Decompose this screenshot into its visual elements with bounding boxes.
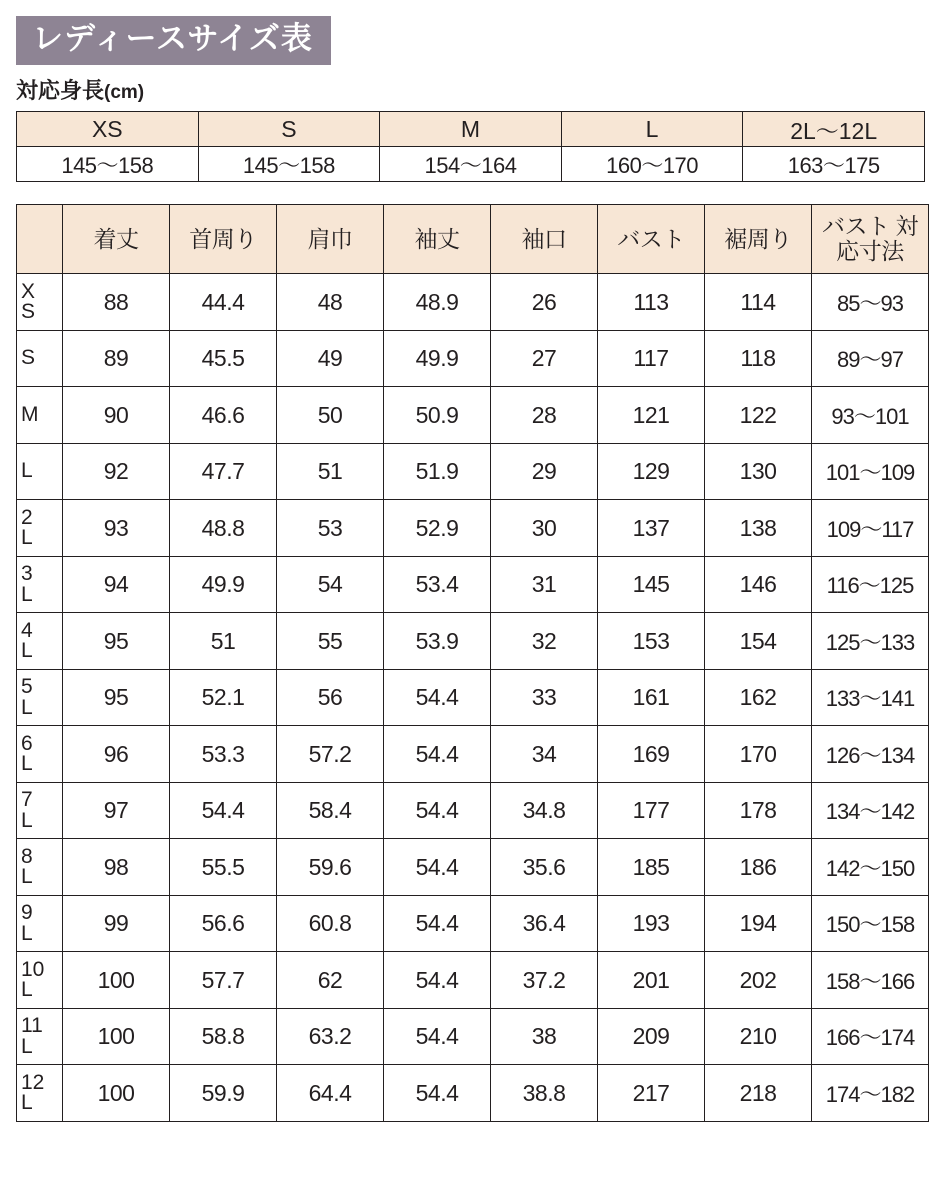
cell-着丈: 100 [63, 1065, 170, 1122]
cell-着丈: 89 [63, 330, 170, 387]
cell-バスト: 153 [598, 613, 705, 670]
cell-袖口: 29 [491, 443, 598, 500]
row-size-label-line1: 8 [21, 844, 33, 868]
cell-裾周り: 170 [705, 726, 812, 783]
cell-首周り: 44.4 [170, 274, 277, 331]
row-size-label-line2: L [21, 1091, 33, 1115]
cell-bust-fit: 133〜141 [812, 669, 929, 726]
row-size-label [17, 274, 63, 331]
cell-袖口: 31 [491, 556, 598, 613]
cell-首周り: 47.7 [170, 443, 277, 500]
row-size-label-line1: S [21, 346, 36, 370]
column-header-bust-fit-line1: バスト [822, 212, 890, 239]
cell-バスト: 169 [598, 726, 705, 783]
row-size-label-line2: L [21, 639, 33, 663]
cell-首周り: 59.9 [170, 1065, 277, 1122]
cell-袖口: 30 [491, 500, 598, 557]
row-size-label-line1: 12 [21, 1070, 45, 1094]
row-size-label [17, 839, 63, 896]
row-size-label-line1: L [21, 459, 33, 483]
cell-裾周り: 138 [705, 500, 812, 557]
row-size-label-line2: L [21, 865, 33, 889]
cell-bust-fit: 126〜134 [812, 726, 929, 783]
cell-裾周り: 122 [705, 387, 812, 444]
cell-首周り: 49.9 [170, 556, 277, 613]
cell-袖丈: 53.9 [384, 613, 491, 670]
row-size-label [17, 387, 63, 444]
cell-袖丈: 51.9 [384, 443, 491, 500]
cell-bust-fit: 116〜125 [812, 556, 929, 613]
cell-肩巾: 64.4 [277, 1065, 384, 1122]
table-row [17, 330, 929, 387]
cell-首周り: 57.7 [170, 952, 277, 1009]
cell-bust-fit: 85〜93 [812, 274, 929, 331]
cell-首周り: 51 [170, 613, 277, 670]
table-row [17, 500, 929, 557]
row-size-label [17, 500, 63, 557]
cell-裾周り: 194 [705, 895, 812, 952]
page-title: レディースサイズ表 [16, 16, 331, 65]
cell-袖口: 37.2 [491, 952, 598, 1009]
height-size-header-xs: XS [17, 112, 199, 147]
column-header-bust-fit-line2: 対応寸法 [836, 212, 918, 265]
table-row [17, 839, 929, 896]
cell-裾周り: 210 [705, 1008, 812, 1065]
cell-バスト: 121 [598, 387, 705, 444]
cell-bust-fit: 166〜174 [812, 1008, 929, 1065]
row-size-label [17, 1008, 63, 1065]
row-size-label [17, 726, 63, 783]
table-row [17, 274, 929, 331]
height-section-heading-label: 対応身長 [16, 77, 105, 103]
cell-首周り: 54.4 [170, 782, 277, 839]
column-header-susomawari: 裾周り [705, 205, 812, 274]
cell-bust-fit: 134〜142 [812, 782, 929, 839]
height-table-header-row [17, 112, 925, 147]
cell-バスト: 201 [598, 952, 705, 1009]
cell-袖丈: 54.4 [384, 782, 491, 839]
row-size-label-line1: M [21, 402, 39, 426]
row-size-label-line2: L [21, 526, 33, 550]
row-size-label-line1: 6 [21, 731, 33, 755]
row-size-label-line1: 4 [21, 618, 33, 642]
table-row [17, 952, 929, 1009]
cell-袖口: 38.8 [491, 1065, 598, 1122]
measurements-corner-cell [17, 205, 63, 274]
cell-bust-fit: 150〜158 [812, 895, 929, 952]
table-row [17, 556, 929, 613]
cell-首周り: 48.8 [170, 500, 277, 557]
cell-bust-fit: 158〜166 [812, 952, 929, 1009]
cell-首周り: 55.5 [170, 839, 277, 896]
column-header-bust: バスト [598, 205, 705, 274]
height-section-heading [16, 79, 926, 104]
cell-バスト: 209 [598, 1008, 705, 1065]
cell-袖口: 26 [491, 274, 598, 331]
cell-バスト: 193 [598, 895, 705, 952]
row-size-label [17, 330, 63, 387]
row-size-label-line2: L [21, 752, 33, 776]
column-header-bust-fit [812, 205, 929, 274]
height-size-header-l: L [561, 112, 743, 147]
height-size-header-m: M [380, 112, 562, 147]
column-header-sodetake: 袖丈 [384, 205, 491, 274]
cell-袖口: 27 [491, 330, 598, 387]
cell-着丈: 88 [63, 274, 170, 331]
row-size-label-line1: 11 [21, 1014, 43, 1038]
cell-肩巾: 49 [277, 330, 384, 387]
cell-肩巾: 48 [277, 274, 384, 331]
cell-裾周り: 130 [705, 443, 812, 500]
cell-バスト: 185 [598, 839, 705, 896]
cell-バスト: 217 [598, 1065, 705, 1122]
cell-bust-fit: 109〜117 [812, 500, 929, 557]
row-size-label-line2: L [21, 808, 33, 832]
height-size-header-s: S [198, 112, 380, 147]
column-header-katahaba: 肩巾 [277, 205, 384, 274]
cell-裾周り: 114 [705, 274, 812, 331]
table-row [17, 1065, 929, 1122]
cell-裾周り: 162 [705, 669, 812, 726]
cell-袖丈: 54.4 [384, 726, 491, 783]
cell-袖丈: 54.4 [384, 1008, 491, 1065]
row-size-label-line1: 2 [21, 505, 33, 529]
cell-着丈: 98 [63, 839, 170, 896]
height-range-s: 145〜158 [198, 147, 380, 182]
cell-bust-fit: 101〜109 [812, 443, 929, 500]
cell-裾周り: 178 [705, 782, 812, 839]
cell-袖口: 35.6 [491, 839, 598, 896]
table-row [17, 443, 929, 500]
cell-首周り: 45.5 [170, 330, 277, 387]
row-size-label-line1: 9 [21, 901, 33, 925]
row-size-label-line2: L [21, 695, 33, 719]
cell-袖丈: 54.4 [384, 1065, 491, 1122]
row-size-label-line2: L [21, 582, 33, 606]
measurements-body [17, 274, 929, 1122]
cell-肩巾: 50 [277, 387, 384, 444]
row-size-label [17, 895, 63, 952]
cell-袖口: 33 [491, 669, 598, 726]
table-row [17, 669, 929, 726]
cell-肩巾: 63.2 [277, 1008, 384, 1065]
height-table [16, 111, 925, 182]
table-row [17, 782, 929, 839]
row-size-label-line1: 5 [21, 675, 33, 699]
cell-着丈: 95 [63, 613, 170, 670]
cell-肩巾: 55 [277, 613, 384, 670]
cell-bust-fit: 174〜182 [812, 1065, 929, 1122]
cell-袖丈: 48.9 [384, 274, 491, 331]
cell-着丈: 93 [63, 500, 170, 557]
measurements-table [16, 204, 929, 1122]
cell-首周り: 56.6 [170, 895, 277, 952]
cell-肩巾: 60.8 [277, 895, 384, 952]
cell-裾周り: 118 [705, 330, 812, 387]
cell-袖口: 34.8 [491, 782, 598, 839]
cell-bust-fit: 125〜133 [812, 613, 929, 670]
row-size-label [17, 669, 63, 726]
cell-着丈: 96 [63, 726, 170, 783]
cell-着丈: 95 [63, 669, 170, 726]
row-size-label [17, 952, 63, 1009]
cell-着丈: 90 [63, 387, 170, 444]
table-row [17, 726, 929, 783]
table-row [17, 613, 929, 670]
cell-裾周り: 202 [705, 952, 812, 1009]
cell-首周り: 58.8 [170, 1008, 277, 1065]
cell-首周り: 46.6 [170, 387, 277, 444]
row-size-label-line2: S [21, 300, 36, 324]
row-size-label-line2: L [21, 1034, 33, 1058]
row-size-label-line1: 7 [21, 788, 33, 812]
height-range-2l-12l: 163〜175 [743, 147, 925, 182]
cell-バスト: 177 [598, 782, 705, 839]
cell-着丈: 100 [63, 1008, 170, 1065]
cell-裾周り: 218 [705, 1065, 812, 1122]
table-row [17, 895, 929, 952]
cell-肩巾: 56 [277, 669, 384, 726]
height-range-l: 160〜170 [561, 147, 743, 182]
cell-袖丈: 54.4 [384, 952, 491, 1009]
column-header-kubimawari: 首周り [170, 205, 277, 274]
cell-着丈: 97 [63, 782, 170, 839]
row-size-label-line2: L [21, 921, 33, 945]
cell-首周り: 53.3 [170, 726, 277, 783]
cell-バスト: 117 [598, 330, 705, 387]
row-size-label-line1: X [21, 279, 36, 303]
height-range-xs: 145〜158 [17, 147, 199, 182]
cell-肩巾: 59.6 [277, 839, 384, 896]
row-size-label-line1: 3 [21, 562, 33, 586]
cell-バスト: 129 [598, 443, 705, 500]
row-size-label [17, 613, 63, 670]
height-range-m: 154〜164 [380, 147, 562, 182]
height-table-row [17, 147, 925, 182]
table-row [17, 387, 929, 444]
height-size-header-2l-12l: 2L〜12L [743, 112, 925, 147]
cell-袖口: 34 [491, 726, 598, 783]
cell-袖丈: 49.9 [384, 330, 491, 387]
cell-袖口: 38 [491, 1008, 598, 1065]
cell-袖丈: 54.4 [384, 895, 491, 952]
cell-袖丈: 50.9 [384, 387, 491, 444]
cell-バスト: 113 [598, 274, 705, 331]
cell-袖丈: 53.4 [384, 556, 491, 613]
cell-肩巾: 57.2 [277, 726, 384, 783]
height-section-heading-unit: (cm) [104, 81, 145, 103]
cell-バスト: 161 [598, 669, 705, 726]
row-size-label [17, 1065, 63, 1122]
cell-袖丈: 54.4 [384, 669, 491, 726]
row-size-label [17, 556, 63, 613]
cell-バスト: 137 [598, 500, 705, 557]
cell-肩巾: 54 [277, 556, 384, 613]
cell-袖口: 36.4 [491, 895, 598, 952]
cell-袖口: 28 [491, 387, 598, 444]
row-size-label-line2: L [21, 978, 33, 1002]
cell-裾周り: 154 [705, 613, 812, 670]
column-header-kitake: 着丈 [63, 205, 170, 274]
cell-bust-fit: 93〜101 [812, 387, 929, 444]
row-size-label-line1: 10 [21, 957, 45, 981]
table-row [17, 1008, 929, 1065]
cell-着丈: 92 [63, 443, 170, 500]
cell-袖丈: 54.4 [384, 839, 491, 896]
cell-首周り: 52.1 [170, 669, 277, 726]
cell-着丈: 94 [63, 556, 170, 613]
column-header-sodeguchi: 袖口 [491, 205, 598, 274]
row-size-label [17, 782, 63, 839]
measurements-header-row [17, 205, 929, 274]
cell-肩巾: 51 [277, 443, 384, 500]
cell-bust-fit: 89〜97 [812, 330, 929, 387]
cell-バスト: 145 [598, 556, 705, 613]
cell-bust-fit: 142〜150 [812, 839, 929, 896]
cell-袖丈: 52.9 [384, 500, 491, 557]
cell-着丈: 99 [63, 895, 170, 952]
cell-肩巾: 58.4 [277, 782, 384, 839]
cell-着丈: 100 [63, 952, 170, 1009]
cell-肩巾: 62 [277, 952, 384, 1009]
row-size-label [17, 443, 63, 500]
cell-袖口: 32 [491, 613, 598, 670]
cell-肩巾: 53 [277, 500, 384, 557]
cell-裾周り: 146 [705, 556, 812, 613]
cell-裾周り: 186 [705, 839, 812, 896]
